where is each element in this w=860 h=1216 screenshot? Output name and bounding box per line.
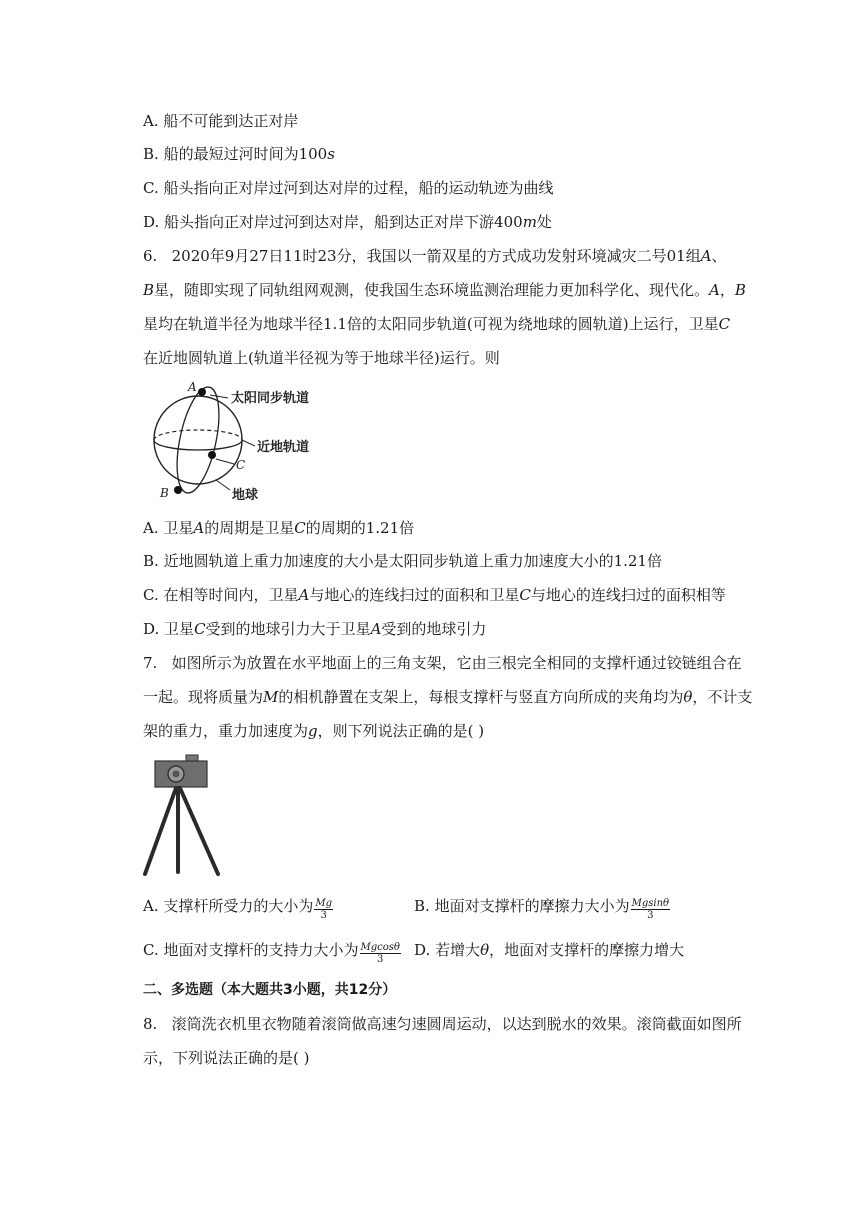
q6-option-b: B. 近地圆轨道上重力加速度的大小是太阳同步轨道上重力加速度大小的1.21倍: [143, 552, 662, 570]
q7-option-b: B. 地面对支撑杆的摩擦力大小为 $\frac{Mgsin\theta}{3}$: [414, 897, 670, 921]
near-orbit-label: 近地轨道: [257, 440, 310, 455]
satellite-b-dot: [174, 486, 182, 494]
q7-option-d: D. 若增大θ，地面对支撑杆的摩擦力增大: [414, 941, 685, 959]
q7-option-a: A. 支撑杆所受力的大小为 $\frac{Mg}{3}$: [143, 897, 333, 921]
q8-line-1: 8. 滚筒洗衣机里衣物随着滚筒做高速匀速圆周运动，以达到脱水的效果。滚筒截面如图所: [143, 1015, 742, 1033]
point-b-label: B: [160, 486, 169, 500]
q7-tripod-figure: [140, 752, 220, 878]
near-orbit-front: [154, 440, 242, 450]
q7-option-c: C. 地面对支撑杆的支持力大小为 $\frac{Mgcos\theta}{3}$: [143, 941, 400, 965]
earth-circle: [154, 396, 242, 484]
q6-option-a: A. 卫星A的周期是卫星C的周期的1.21倍: [143, 519, 415, 537]
q7-number: 7.: [143, 654, 158, 672]
q7-option-c-fraction: $\frac{Mgcos\theta}{3}$: [360, 942, 400, 965]
q6-line-1: 6. 2020年9月27日11时23分，我国以一箭双星的方式成功发射环境减灾二号01组A、: [143, 247, 727, 265]
q8-line-2: 示，下列说法正确的是( ): [143, 1049, 310, 1067]
q6-option-d: D. 卫星C受到的地球引力大于卫星A受到的地球引力: [143, 620, 487, 638]
q8-number: 8.: [143, 1015, 158, 1033]
q6-line-3: 星均在轨道半径为地球半径1.1倍的太阳同步轨道(可视为绕地球的圆轨道)上运行，卫星C: [143, 315, 731, 333]
q5-option-d: D. 船头指向正对岸过河到达对岸，船到达正对岸下游400m处: [143, 213, 552, 231]
q5-option-a: A. 船不可能到达正对岸: [143, 112, 299, 130]
q7-line-1: 7. 如图所示为放置在水平地面上的三角支架，它由三根完全相同的支撑杆通过铰链组合在: [143, 654, 742, 672]
q7-option-a-fraction: $\frac{Mg}{3}$: [315, 898, 333, 921]
point-c-label: C: [236, 458, 246, 472]
q7-line-3: 架的重力，重力加速度为g，则下列说法正确的是( ): [143, 722, 485, 740]
q5-option-b: B. 船的最短过河时间为100s: [143, 145, 335, 163]
q6-number: 6.: [143, 247, 158, 265]
satellite-a-dot: [198, 388, 206, 396]
q7-line-2: 一起。现将质量为M的相机静置在支架上，每根支撑杆与竖直方向所成的夹角均为θ，不计支: [143, 688, 753, 706]
q6-line-4: 在近地圆轨道上(轨道半径视为等于地球半径)运行。则: [143, 349, 500, 367]
sun-orbit-label: 太阳同步轨道: [231, 391, 310, 406]
satellite-c-dot: [208, 451, 216, 459]
tripod-leg-left: [145, 788, 176, 874]
q6-orbit-figure: [140, 380, 340, 505]
q7-option-b-fraction: $\frac{Mgsin\theta}{3}$: [631, 898, 670, 921]
q6-line-2: B星，随即实现了同轨组网观测，使我国生态环境监测治理能力更加科学化、现代化。A，B: [143, 281, 746, 299]
point-a-label: A: [188, 380, 197, 394]
q6-option-c: C. 在相等时间内，卫星A与地心的连线扫过的面积和卫星C与地心的连线扫过的面积相等: [143, 586, 726, 604]
q5-option-c: C. 船头指向正对岸过河到达对岸的过程，船的运动轨迹为曲线: [143, 179, 554, 197]
section-2-heading: 二、多选题（本大题共3小题，共12分）: [143, 982, 397, 998]
tripod-leg-right: [180, 788, 218, 874]
near-orbit-back: [154, 430, 242, 440]
earth-label: 地球: [232, 488, 259, 503]
